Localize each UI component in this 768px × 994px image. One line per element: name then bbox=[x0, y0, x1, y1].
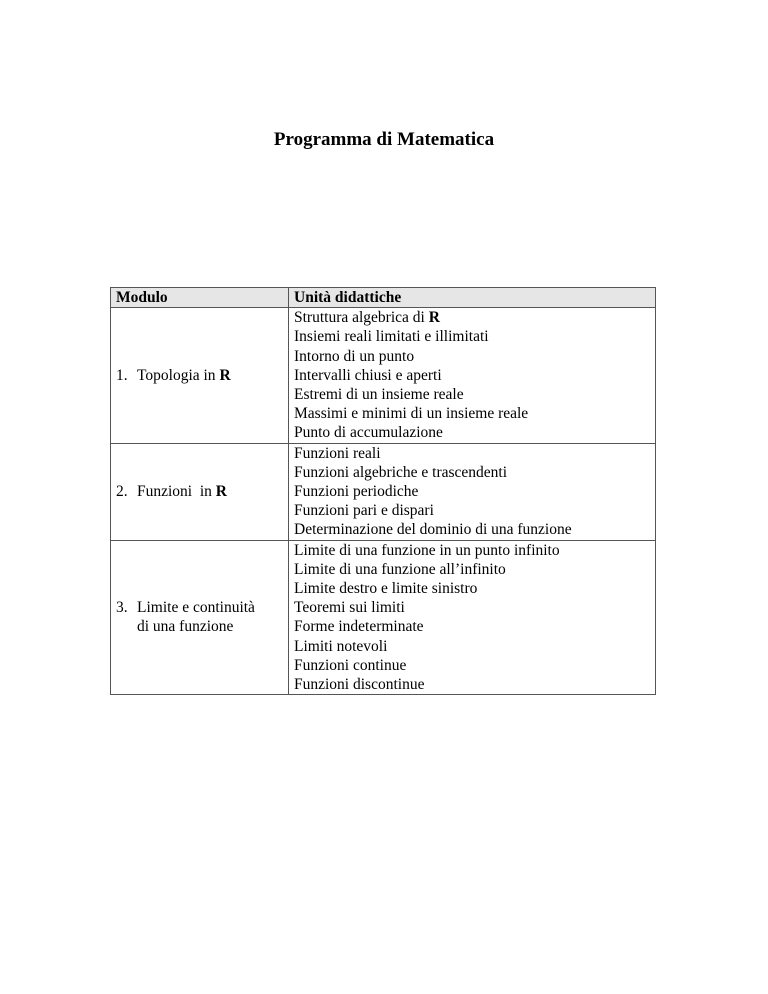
list-item: Limite di una funzione all’infinito bbox=[294, 560, 506, 578]
module-number: 2. bbox=[116, 483, 128, 501]
units-cell bbox=[289, 540, 656, 695]
header-unita-didattiche: Unità didattiche bbox=[289, 288, 656, 308]
units-cell bbox=[289, 443, 656, 540]
module-name-bold: R bbox=[219, 366, 231, 384]
table-row bbox=[111, 443, 656, 540]
table-row bbox=[111, 540, 656, 695]
program-table bbox=[110, 287, 656, 695]
module-cell bbox=[111, 540, 289, 695]
units-cell bbox=[289, 308, 656, 443]
list-item: Intervalli chiusi e aperti bbox=[294, 366, 442, 384]
list-item: Insiemi reali limitati e illimitati bbox=[294, 328, 489, 346]
table-row bbox=[111, 308, 656, 443]
list-item: Funzioni algebriche e trascendenti bbox=[294, 463, 508, 481]
table-header-row bbox=[111, 288, 656, 308]
module-name: Funzioni in bbox=[137, 483, 216, 501]
module-name-bold: R bbox=[215, 483, 227, 501]
list-item: Limite di una funzione in un punto infinito bbox=[294, 541, 560, 559]
list-item: Estremi di un insieme reale bbox=[294, 386, 464, 404]
list-item: Funzioni discontinue bbox=[294, 676, 425, 694]
list-item: Funzioni periodiche bbox=[294, 483, 419, 501]
list-item: Limite destro e limite sinistro bbox=[294, 580, 478, 598]
list-item: Limiti notevoli bbox=[294, 637, 388, 655]
list-item: Punto di accumulazione bbox=[294, 424, 443, 442]
list-item: Intorno di un punto bbox=[294, 347, 415, 365]
list-item: Determinazione del dominio di una funzione bbox=[294, 521, 572, 539]
list-item: Massimi e minimi di un insieme reale bbox=[294, 405, 529, 423]
module-name-line2: di una funzione bbox=[137, 618, 234, 636]
list-item: Forme indeterminate bbox=[294, 618, 424, 636]
header-modulo: Modulo bbox=[111, 288, 289, 308]
module-cell bbox=[111, 308, 289, 443]
list-item: Funzioni continue bbox=[294, 656, 407, 674]
list-item: Struttura algebrica di R bbox=[294, 309, 440, 327]
list-item: Teoremi sui limiti bbox=[294, 599, 405, 617]
module-name: Topologia in bbox=[137, 366, 220, 384]
list-item: Funzioni pari e dispari bbox=[294, 502, 434, 520]
module-number: 1. bbox=[116, 366, 128, 384]
module-number: 3. bbox=[116, 599, 128, 617]
page-title: Programma di Matematica bbox=[273, 129, 495, 150]
module-name: Limite e continuità bbox=[137, 599, 255, 617]
list-item: Funzioni reali bbox=[294, 444, 381, 462]
module-cell bbox=[111, 443, 289, 540]
